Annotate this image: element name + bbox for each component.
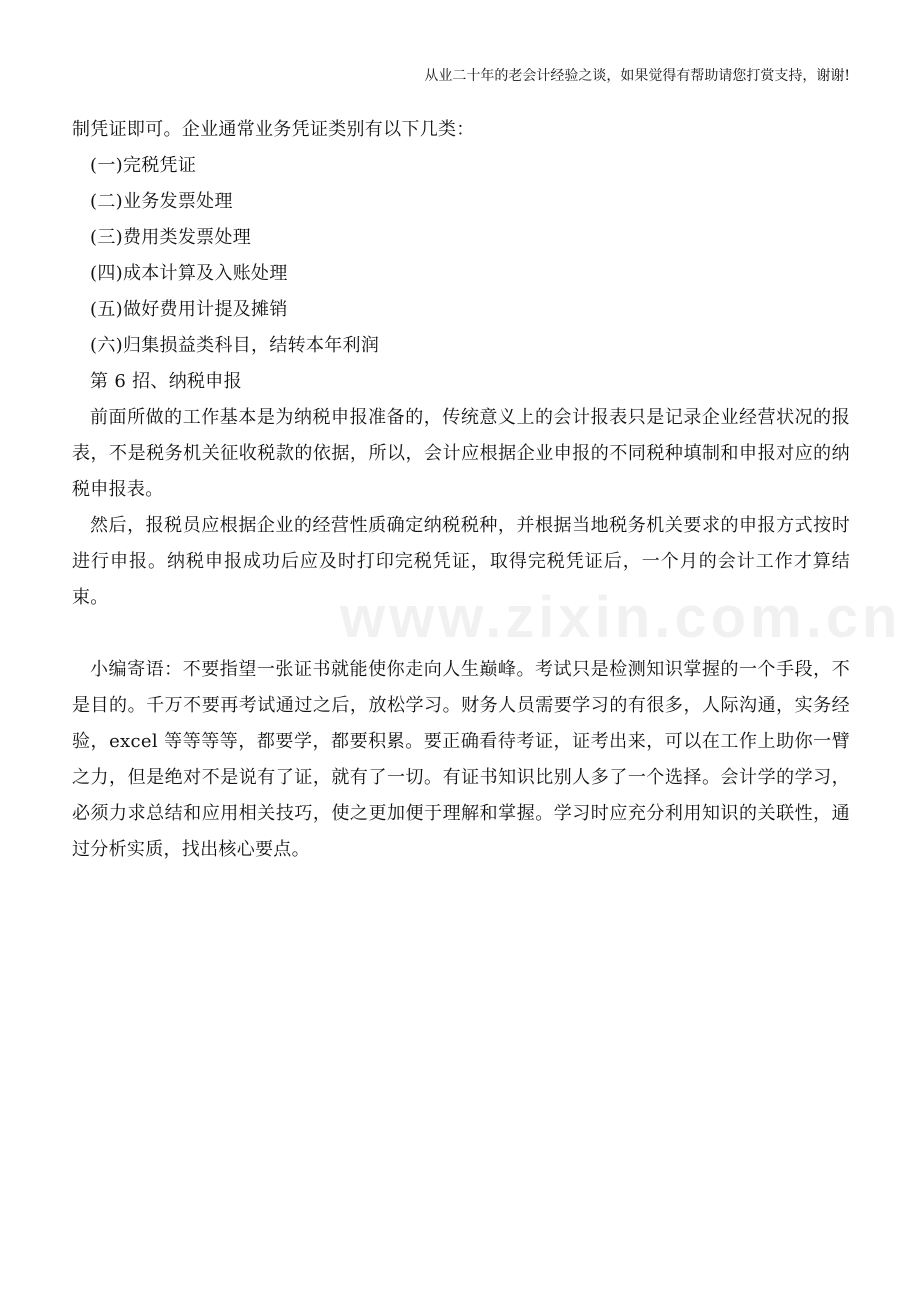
list-item-5: (五)做好费用计提及摊销 bbox=[90, 299, 288, 320]
document-body bbox=[72, 112, 850, 868]
list-item-1: (一)完税凭证 bbox=[90, 155, 197, 176]
intro-line: 制凭证即可。企业通常业务凭证类别有以下几类： bbox=[72, 119, 475, 140]
list-item-2: (二)业务发票处理 bbox=[90, 191, 233, 212]
list-item-6: (六)归集损益类科目，结转本年利润 bbox=[90, 335, 380, 356]
paragraph-tax-procedure: 然后，报税员应根据企业的经营性质确定纳税税种，并根据当地税务机关要求的申报方式按时进行申报。纳税申报成功后应及时打印完税凭证，取得完税凭证后，一个月的会计工作才算结束。 bbox=[72, 515, 850, 608]
editor-note: 小编寄语：不要指望一张证书就能使你走向人生巅峰。考试只是检测知识掌握的一个手段，不是目的。千万不要再考试通过之后，放松学习。财务人员需要学习的有很多，人际沟通，实务经验，excel 等等等等，都要学，都要积累。要正确看待考证，证考出来，可以在工作上助你一臂之力，但是绝对不是说有了证，就有了一切。有证书知识比别人多了一个选择。会计学的学习，必须力求总结和应用相关技巧，使之更加便于理解和掌握。学习时应充分利用知识的关联性，通过分析实质，找出核心要点。 bbox=[72, 659, 850, 860]
section-heading: 第 6 招、纳税申报 bbox=[90, 371, 242, 392]
watermark: www.zixin.com.cn bbox=[340, 585, 902, 650]
paragraph-tax-filing: 前面所做的工作基本是为纳税申报准备的，传统意义上的会计报表只是记录企业经营状况的报表，不是税务机关征收税款的依据，所以，会计应根据企业申报的不同税种填制和申报对应的纳税申报表。 bbox=[72, 407, 850, 500]
paragraph-spacer bbox=[72, 616, 850, 652]
list-item-4: (四)成本计算及入账处理 bbox=[90, 263, 288, 284]
list-item-3: (三)费用类发票处理 bbox=[90, 227, 252, 248]
header-note: 从业二十年的老会计经验之谈，如果觉得有帮助请您打赏支持，谢谢! bbox=[424, 68, 850, 84]
